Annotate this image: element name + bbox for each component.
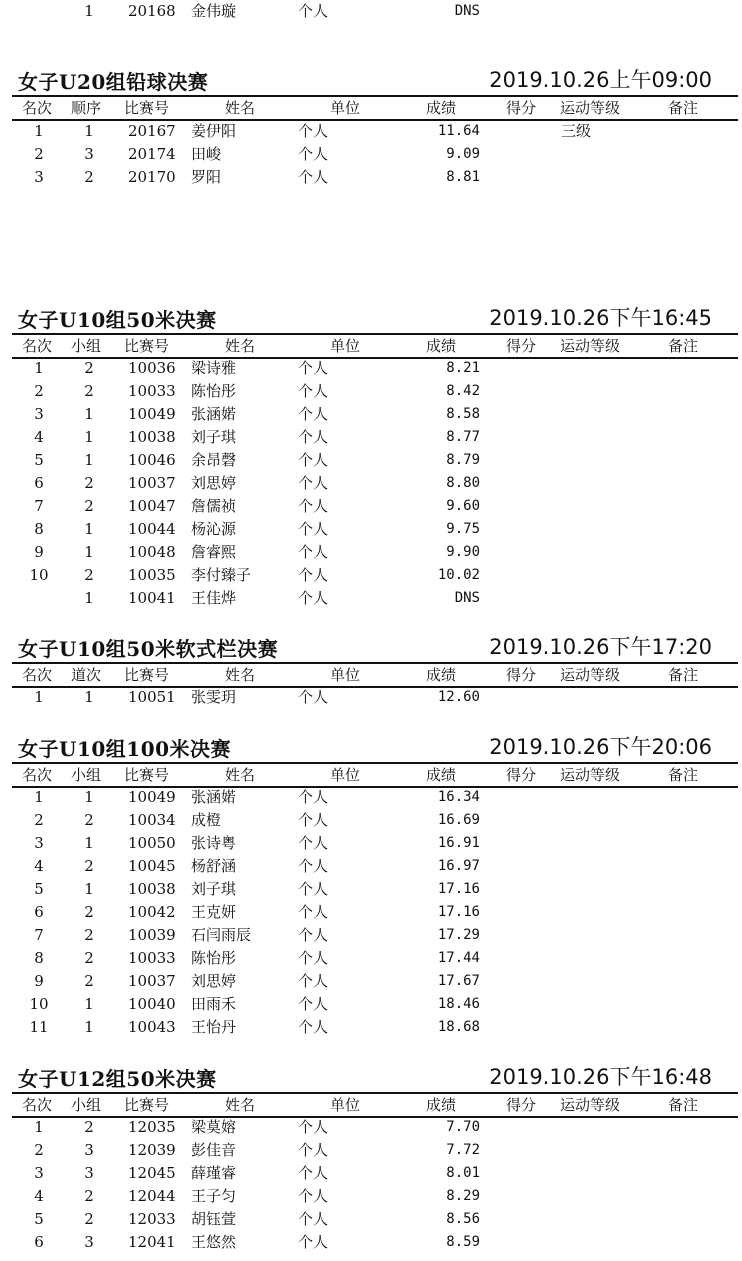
unit-cell: 个人 [298, 359, 329, 377]
unit-cell: 个人 [298, 1164, 329, 1182]
name-cell: 王悠然 [191, 1233, 237, 1251]
bib-cell: 10040 [128, 995, 176, 1013]
result-row [0, 878, 742, 901]
bib-cell: 10042 [128, 903, 176, 921]
unit-cell: 个人 [298, 1233, 329, 1251]
table-header [12, 662, 738, 688]
group-cell: 1 [84, 788, 94, 806]
result-row [0, 993, 742, 1016]
rank-cell: 2 [34, 811, 44, 829]
header-name: 姓名 [225, 99, 256, 117]
result-cell: 9.75 [446, 521, 480, 537]
result-cell: 9.60 [446, 498, 480, 514]
rank-cell: 3 [34, 834, 44, 852]
unit-cell: 个人 [298, 122, 329, 140]
bib-cell: 10038 [128, 428, 176, 446]
rank-cell: 3 [34, 405, 44, 423]
name-cell: 刘思婷 [191, 474, 237, 492]
rank-cell: 3 [34, 1164, 44, 1182]
header-name: 姓名 [225, 766, 256, 784]
header-rank: 名次 [22, 766, 53, 784]
group-cell: 2 [84, 1118, 94, 1136]
rank-cell: 6 [34, 1233, 44, 1251]
result-row [0, 541, 742, 564]
group-cell: 2 [84, 949, 94, 967]
rank-cell: 9 [34, 543, 44, 561]
result-cell: 8.79 [446, 452, 480, 468]
unit-cell: 个人 [298, 1118, 329, 1136]
name-cell: 陈怡彤 [191, 382, 237, 400]
bib-cell: 12035 [128, 1118, 176, 1136]
bib-cell: 10049 [128, 788, 176, 806]
bib-cell: 10039 [128, 926, 176, 944]
name-cell: 刘子琪 [191, 880, 237, 898]
header-name: 姓名 [225, 337, 256, 355]
header-group: 小组 [71, 766, 102, 784]
group-cell: 2 [84, 359, 94, 377]
result-cell: 8.56 [446, 1211, 480, 1227]
result-row [0, 786, 742, 809]
group-cell: 3 [84, 1164, 94, 1182]
name-cell: 杨沁源 [191, 520, 237, 538]
result-cell: 12.60 [437, 689, 480, 705]
result-row-top [0, 0, 742, 23]
unit-cell: 个人 [298, 382, 329, 400]
name-cell: 陈怡彤 [191, 949, 237, 967]
rank-cell: 7 [34, 497, 44, 515]
unit-cell: 个人 [298, 811, 329, 829]
event-title: 女子U10组50米软式栏决赛 [18, 637, 279, 661]
group-cell: 1 [84, 995, 94, 1013]
result-row [0, 403, 742, 426]
rank-cell: 4 [34, 428, 44, 446]
header-level: 运动等级 [560, 337, 621, 355]
bib-cell: 10051 [128, 688, 176, 706]
result-cell: 8.58 [446, 406, 480, 422]
rank-cell: 1 [34, 1118, 44, 1136]
name-cell: 王子匀 [191, 1187, 237, 1205]
group-cell: 2 [84, 497, 94, 515]
result-row [0, 1016, 742, 1039]
header-level: 运动等级 [560, 666, 621, 684]
result-cell: 8.42 [446, 383, 480, 399]
bib-cell: 10050 [128, 834, 176, 852]
rank-cell: 6 [34, 474, 44, 492]
header-unit: 单位 [330, 766, 361, 784]
unit-cell: 个人 [298, 949, 329, 967]
header-result: 成绩 [426, 337, 457, 355]
result-row [0, 1185, 742, 1208]
result-cell: 8.29 [446, 1188, 480, 1204]
group-cell: 1 [84, 405, 94, 423]
name-cell: 李付臻子 [191, 566, 252, 584]
result-row [0, 1231, 742, 1254]
result-cell: 8.81 [446, 169, 480, 185]
rank-cell: 8 [34, 949, 44, 967]
header-level: 运动等级 [560, 1096, 621, 1114]
group-cell: 1 [84, 688, 94, 706]
name-cell: 田雨禾 [191, 995, 237, 1013]
result-cell: 17.44 [437, 950, 480, 966]
header-result: 成绩 [426, 99, 457, 117]
result-row [0, 686, 742, 709]
group-cell: 1 [84, 122, 94, 140]
unit-cell: 个人 [298, 688, 329, 706]
result-cell: 16.97 [437, 858, 480, 874]
rank-cell: 5 [34, 880, 44, 898]
name-cell: 张涵婼 [191, 788, 237, 806]
rank-cell: 4 [34, 1187, 44, 1205]
header-score: 得分 [506, 99, 537, 117]
bib-cell: 10033 [128, 949, 176, 967]
unit-cell: 个人 [298, 834, 329, 852]
bib-cell: 20168 [128, 2, 176, 20]
rank-cell: 2 [34, 382, 44, 400]
name-cell: 张雯玥 [191, 688, 237, 706]
result-cell: 8.80 [446, 475, 480, 491]
header-bib: 比赛号 [124, 766, 170, 784]
header-note: 备注 [668, 337, 699, 355]
name-cell: 王怡丹 [191, 1018, 237, 1036]
event-title: 女子U10组50米决赛 [18, 308, 217, 332]
group-cell: 3 [84, 145, 94, 163]
name-cell: 王佳烨 [191, 589, 237, 607]
rank-cell: 1 [34, 688, 44, 706]
group-cell: 1 [84, 2, 94, 20]
bib-cell: 10041 [128, 589, 176, 607]
unit-cell: 个人 [298, 972, 329, 990]
bib-cell: 10034 [128, 811, 176, 829]
bib-cell: 10037 [128, 972, 176, 990]
group-cell: 1 [84, 1018, 94, 1036]
bib-cell: 10038 [128, 880, 176, 898]
header-group: 小组 [71, 1096, 102, 1114]
bib-cell: 10048 [128, 543, 176, 561]
group-cell: 2 [84, 566, 94, 584]
group-cell: 1 [84, 520, 94, 538]
rank-cell: 10 [29, 995, 49, 1013]
unit-cell: 个人 [298, 1187, 329, 1205]
level-cell: 三级 [561, 122, 592, 140]
result-cell: DNS [454, 3, 480, 19]
header-bib: 比赛号 [124, 666, 170, 684]
event-time: 2019.10.26下午17:20 [489, 635, 712, 659]
header-note: 备注 [668, 99, 699, 117]
result-cell: 7.70 [446, 1119, 480, 1135]
result-cell: 7.72 [446, 1142, 480, 1158]
name-cell: 薛瑾睿 [191, 1164, 237, 1182]
bib-cell: 10045 [128, 857, 176, 875]
result-row [0, 924, 742, 947]
bib-cell: 12039 [128, 1141, 176, 1159]
bib-cell: 20167 [128, 122, 176, 140]
table-header [12, 333, 738, 359]
header-level: 运动等级 [560, 99, 621, 117]
result-cell: 17.16 [437, 904, 480, 920]
event-title-row [0, 298, 742, 334]
header-score: 得分 [506, 666, 537, 684]
unit-cell: 个人 [298, 451, 329, 469]
table-header [12, 762, 738, 788]
name-cell: 余昂磬 [191, 451, 237, 469]
result-row [0, 1139, 742, 1162]
name-cell: 梁诗雅 [191, 359, 237, 377]
bib-cell: 10035 [128, 566, 176, 584]
unit-cell: 个人 [298, 520, 329, 538]
result-row [0, 970, 742, 993]
unit-cell: 个人 [298, 1141, 329, 1159]
event-time: 2019.10.26下午20:06 [489, 735, 712, 759]
header-unit: 单位 [330, 666, 361, 684]
group-cell: 2 [84, 382, 94, 400]
result-row [0, 564, 742, 587]
unit-cell: 个人 [298, 857, 329, 875]
header-unit: 单位 [330, 1096, 361, 1114]
event-time: 2019.10.26下午16:45 [489, 306, 712, 330]
result-row [0, 518, 742, 541]
result-cell: 8.59 [446, 1234, 480, 1250]
bib-cell: 10037 [128, 474, 176, 492]
bib-cell: 10043 [128, 1018, 176, 1036]
name-cell: 石闫雨辰 [191, 926, 252, 944]
result-row [0, 143, 742, 166]
result-cell: 8.01 [446, 1165, 480, 1181]
result-cell: 16.34 [437, 789, 480, 805]
header-note: 备注 [668, 666, 699, 684]
header-name: 姓名 [225, 1096, 256, 1114]
bib-cell: 10044 [128, 520, 176, 538]
result-row [0, 1208, 742, 1231]
rank-cell: 7 [34, 926, 44, 944]
header-bib: 比赛号 [124, 99, 170, 117]
name-cell: 梁莫嫆 [191, 1118, 237, 1136]
unit-cell: 个人 [298, 405, 329, 423]
result-cell: 17.29 [437, 927, 480, 943]
event-title: 女子U20组铅球决赛 [18, 70, 209, 94]
bib-cell: 10046 [128, 451, 176, 469]
result-cell: 16.69 [437, 812, 480, 828]
header-order: 顺序 [71, 99, 102, 117]
unit-cell: 个人 [298, 474, 329, 492]
header-bib: 比赛号 [124, 1096, 170, 1114]
rank-cell: 6 [34, 903, 44, 921]
unit-cell: 个人 [298, 788, 329, 806]
rank-cell: 5 [34, 1210, 44, 1228]
unit-cell: 个人 [298, 428, 329, 446]
group-cell: 2 [84, 474, 94, 492]
result-row [0, 947, 742, 970]
unit-cell: 个人 [298, 903, 329, 921]
unit-cell: 个人 [298, 1018, 329, 1036]
unit-cell: 个人 [298, 880, 329, 898]
name-cell: 王克妍 [191, 903, 237, 921]
unit-cell: 个人 [298, 145, 329, 163]
result-cell: DNS [454, 590, 480, 606]
name-cell: 成橙 [191, 811, 222, 829]
result-row [0, 495, 742, 518]
result-row [0, 120, 742, 143]
rank-cell: 1 [34, 122, 44, 140]
header-rank: 名次 [22, 99, 53, 117]
group-cell: 2 [84, 926, 94, 944]
bib-cell: 12041 [128, 1233, 176, 1251]
name-cell: 詹儒祯 [191, 497, 237, 515]
unit-cell: 个人 [298, 543, 329, 561]
result-row [0, 426, 742, 449]
header-group: 小组 [71, 337, 102, 355]
group-cell: 2 [84, 1187, 94, 1205]
event-time: 2019.10.26上午09:00 [489, 68, 712, 92]
unit-cell: 个人 [298, 168, 329, 186]
result-row [0, 166, 742, 189]
result-cell: 18.46 [437, 996, 480, 1012]
result-cell: 18.68 [437, 1019, 480, 1035]
bib-cell: 10047 [128, 497, 176, 515]
header-score: 得分 [506, 1096, 537, 1114]
result-cell: 8.77 [446, 429, 480, 445]
header-rank: 名次 [22, 337, 53, 355]
name-cell: 张诗粤 [191, 834, 237, 852]
rank-cell: 2 [34, 1141, 44, 1159]
unit-cell: 个人 [298, 995, 329, 1013]
name-cell: 詹睿熙 [191, 543, 237, 561]
event-title-row [0, 60, 742, 96]
group-cell: 2 [84, 811, 94, 829]
bib-cell: 10033 [128, 382, 176, 400]
header-lane: 道次 [71, 666, 102, 684]
rank-cell: 11 [29, 1018, 49, 1036]
bib-cell: 12033 [128, 1210, 176, 1228]
rank-cell: 3 [34, 168, 44, 186]
header-rank: 名次 [22, 666, 53, 684]
group-cell: 3 [84, 1141, 94, 1159]
name-cell: 罗阳 [191, 168, 222, 186]
bib-cell: 12044 [128, 1187, 176, 1205]
event-time: 2019.10.26下午16:48 [489, 1065, 712, 1089]
table-header [12, 1092, 738, 1118]
rank-cell: 8 [34, 520, 44, 538]
name-cell: 刘思婷 [191, 972, 237, 990]
bib-cell: 20174 [128, 145, 176, 163]
header-unit: 单位 [330, 99, 361, 117]
event-title: 女子U12组50米决赛 [18, 1067, 217, 1091]
header-name: 姓名 [225, 666, 256, 684]
result-cell: 9.09 [446, 146, 480, 162]
header-result: 成绩 [426, 766, 457, 784]
header-score: 得分 [506, 337, 537, 355]
name-cell: 彭佳音 [191, 1141, 237, 1159]
header-note: 备注 [668, 1096, 699, 1114]
name-cell: 胡钰萱 [191, 1210, 237, 1228]
rank-cell: 1 [34, 359, 44, 377]
group-cell: 1 [84, 543, 94, 561]
name-cell: 金伟璇 [191, 2, 237, 20]
bib-cell: 10036 [128, 359, 176, 377]
name-cell: 姜伊阳 [191, 122, 237, 140]
group-cell: 1 [84, 428, 94, 446]
result-cell: 8.21 [446, 360, 480, 376]
group-cell: 2 [84, 903, 94, 921]
result-row [0, 357, 742, 380]
group-cell: 2 [84, 168, 94, 186]
rank-cell: 5 [34, 451, 44, 469]
name-cell: 杨舒涵 [191, 857, 237, 875]
result-row [0, 1162, 742, 1185]
bib-cell: 12045 [128, 1164, 176, 1182]
table-header [12, 95, 738, 121]
unit-cell: 个人 [298, 1210, 329, 1228]
header-result: 成绩 [426, 1096, 457, 1114]
group-cell: 2 [84, 857, 94, 875]
bib-cell: 10049 [128, 405, 176, 423]
header-score: 得分 [506, 766, 537, 784]
group-cell: 3 [84, 1233, 94, 1251]
unit-cell: 个人 [298, 566, 329, 584]
result-row [0, 832, 742, 855]
name-cell: 刘子琪 [191, 428, 237, 446]
rank-cell: 10 [29, 566, 49, 584]
rank-cell: 9 [34, 972, 44, 990]
rank-cell: 2 [34, 145, 44, 163]
unit-cell: 个人 [298, 497, 329, 515]
result-cell: 17.67 [437, 973, 480, 989]
header-result: 成绩 [426, 666, 457, 684]
name-cell: 张涵婼 [191, 405, 237, 423]
result-cell: 17.16 [437, 881, 480, 897]
bib-cell: 20170 [128, 168, 176, 186]
group-cell: 1 [84, 834, 94, 852]
result-cell: 16.91 [437, 835, 480, 851]
result-row [0, 380, 742, 403]
result-row [0, 587, 742, 610]
header-rank: 名次 [22, 1096, 53, 1114]
group-cell: 2 [84, 972, 94, 990]
result-row [0, 1116, 742, 1139]
result-row [0, 472, 742, 495]
unit-cell: 个人 [298, 589, 329, 607]
event-title: 女子U10组100米决赛 [18, 737, 232, 761]
result-row [0, 901, 742, 924]
result-row [0, 449, 742, 472]
result-row [0, 855, 742, 878]
header-bib: 比赛号 [124, 337, 170, 355]
result-cell: 11.64 [437, 123, 480, 139]
header-unit: 单位 [330, 337, 361, 355]
group-cell: 1 [84, 589, 94, 607]
header-note: 备注 [668, 766, 699, 784]
unit-cell: 个人 [298, 2, 329, 20]
group-cell: 1 [84, 451, 94, 469]
result-cell: 10.02 [437, 567, 480, 583]
unit-cell: 个人 [298, 926, 329, 944]
header-level: 运动等级 [560, 766, 621, 784]
name-cell: 田峻 [191, 145, 222, 163]
result-cell: 9.90 [446, 544, 480, 560]
event-title-row [0, 1057, 742, 1093]
rank-cell: 1 [34, 788, 44, 806]
event-title-row [0, 627, 742, 663]
group-cell: 1 [84, 880, 94, 898]
group-cell: 2 [84, 1210, 94, 1228]
rank-cell: 4 [34, 857, 44, 875]
event-title-row [0, 727, 742, 763]
result-row [0, 809, 742, 832]
